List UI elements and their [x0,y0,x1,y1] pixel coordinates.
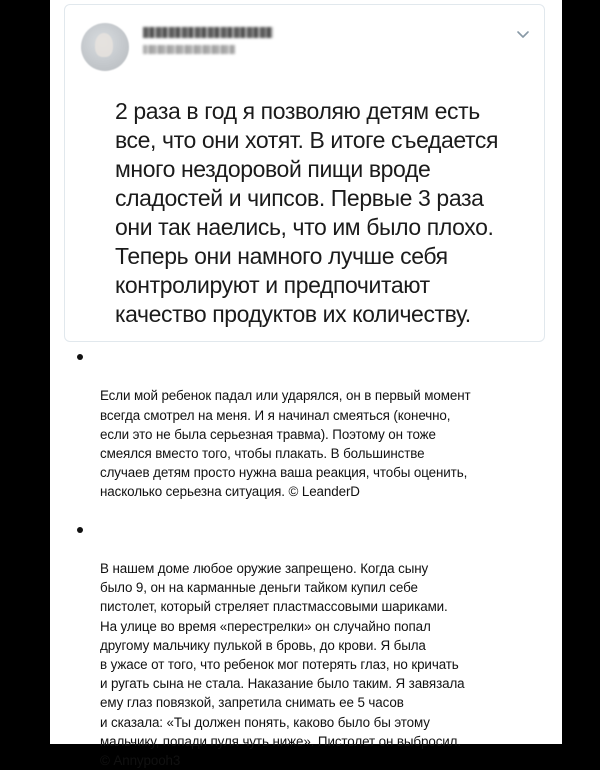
user-name[interactable] [143,27,273,38]
comment-list [64,348,556,770]
list-item [64,521,556,770]
chevron-down-icon[interactable] [516,27,530,41]
screenshot-page [50,0,562,769]
list-item [64,348,556,502]
bullet-icon [77,527,83,533]
bullet-icon [77,354,83,360]
avatar[interactable] [81,23,129,71]
comment-text: В нашем доме любое оружие запрещено. Когда сыну было 9, он на карманные деньги тайком купил себе пистолет, который стреляет пластмассовыми шариками. На улице во время «перестрелки» он случайно попал другому мальчику пулькой в бровь, до крови. Я была в ужасе от того, что ребенок мог потерять глаз, но кричать и ругать сына не стала. Наказание было таким. Я завязала ему глаз повязкой, запретила снимать ее 5 часов и сказала: «Ты должен понять, каково было бы этому мальчику, попади пуля чуть ниже». Пистолет он выбросил. © Annypooh3 [100,561,465,769]
tweet-text: 2 раза в год я позволяю детям есть все, что они хотят. В итоге съедается много нездоровой пищи вроде сладостей и чипсов. Первые 3 раза они так наелись, что им было плохо. Теперь они намного лучше себя контролируют и предпочитают качество продуктов их количеству. [115,98,499,327]
tweet-card [64,4,545,342]
user-handle[interactable] [143,45,235,54]
comment-text: Если мой ребенок падал или ударялся, он в первый момент всегда смотрел на меня. И я начинал смеяться (конечно, если это не была серьезная травма). Поэтому он тоже смеялся вместо того, чтобы плакать. В большинстве случаев детям просто нужна ваша реакция, чтобы оценить, насколько серьезна ситуация. © LeanderD [100,388,471,500]
